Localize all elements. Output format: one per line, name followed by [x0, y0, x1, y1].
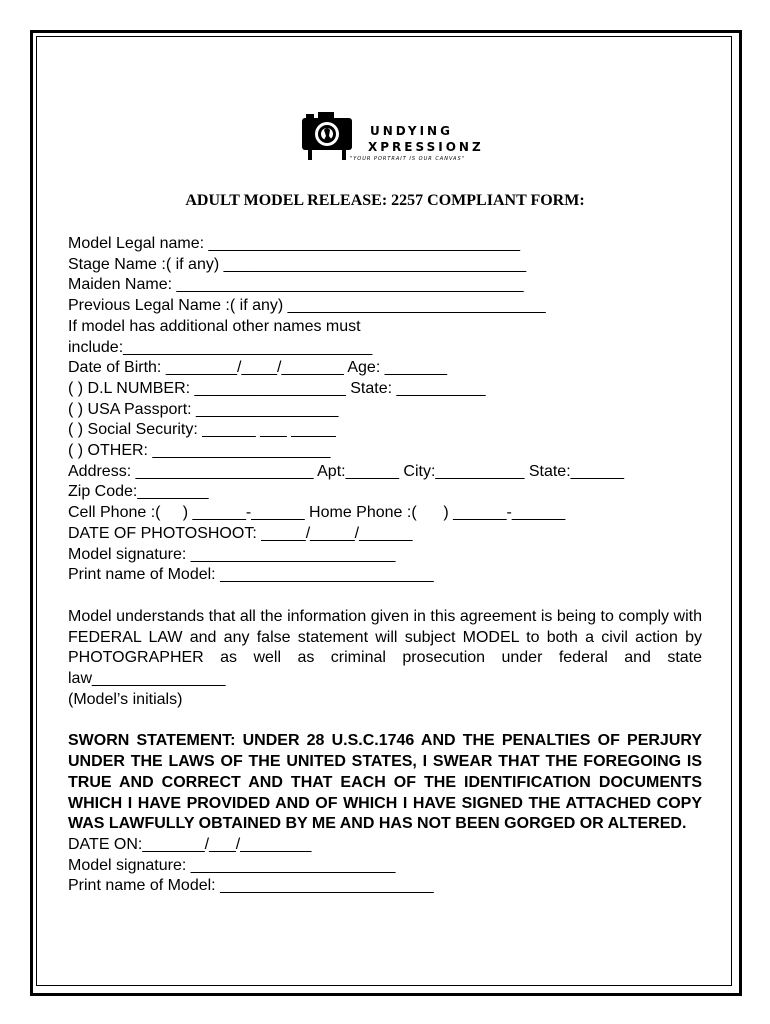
sworn-statement: SWORN STATEMENT: UNDER 28 U.S.C.1746 AND THE PENALTIES OF PERJURY UNDER THE LAWS OF THE UNITED STATES, I SWEAR THAT THE FOREGOING IS TRUE AND CORRECT AND THAT EACH OF THE IDENTIFICATION DOCUMENTS WHICH I HAVE PROVIDED AND OF WHICH I HAVE SIGNED THE ATTACHED COPY WAS LAWFULLY OBTAINED BY ME AND HAS NOT BEEN GORGED OR ALTERED. [68, 732, 702, 833]
field-other-names-label: If model has additional other names must [68, 317, 361, 335]
field-address[interactable]: Address: ____________________ Apt:______ City:__________ State:______ [68, 462, 625, 480]
field-model-signature[interactable]: Model signature: _______________________ [68, 545, 396, 563]
field-previous-legal-name[interactable]: Previous Legal Name :( if any) _____________________________ [68, 297, 546, 315]
camera-logo-icon [298, 108, 358, 160]
field-date-on[interactable]: DATE ON:_______/___/________ [68, 835, 312, 853]
field-phones[interactable]: Cell Phone :( ) ______-______ Home Phone :( ) ______-______ [68, 504, 566, 522]
field-date-of-birth[interactable]: Date of Birth: ________/____/_______ Age: _______ [68, 359, 447, 377]
understanding-paragraph: Model understands that all the information given in this agreement is being to comply with FEDERAL LAW and any false statement will subject MODEL to both a civil action by PHOTOGRAPHER as well as criminal prosecution under federal and state law_______________ [68, 607, 702, 688]
brand-name-line1: UNDYING [370, 124, 453, 138]
field-print-name[interactable]: Print name of Model: ________________________ [68, 566, 434, 584]
field-dl-number[interactable]: ( ) D.L NUMBER: _________________ State: __________ [68, 379, 486, 397]
field-other-names[interactable]: include:____________________________ [68, 338, 373, 356]
field-stage-name[interactable]: Stage Name :( if any) __________________________________ [68, 255, 527, 273]
field-usa-passport[interactable]: ( ) USA Passport: ________________ [68, 400, 339, 418]
initials-label: (Model’s initials) [68, 690, 183, 708]
field-closing-signature[interactable]: Model signature: _______________________ [68, 856, 396, 874]
field-maiden-name[interactable]: Maiden Name: _______________________________________ [68, 276, 524, 294]
brand-name-line2: XPRESSIONZ [368, 140, 484, 154]
field-social-security[interactable]: ( ) Social Security: ______ ___ _____ [68, 421, 336, 439]
field-date-of-photoshoot[interactable]: DATE OF PHOTOSHOOT: _____/_____/______ [68, 524, 413, 542]
field-closing-print-name[interactable]: Print name of Model: ________________________ [68, 877, 434, 895]
field-other-id[interactable]: ( ) OTHER: ____________________ [68, 442, 331, 460]
brand-tagline: "YOUR PORTRAIT IS OUR CANVAS" [350, 156, 465, 162]
field-zip-code[interactable]: Zip Code:________ [68, 483, 209, 501]
form-body [68, 234, 702, 897]
logo [298, 108, 484, 164]
form-title: ADULT MODEL RELEASE: 2257 COMPLIANT FORM: [185, 192, 585, 209]
field-model-legal-name[interactable]: Model Legal name: ___________________________________ [68, 235, 520, 252]
